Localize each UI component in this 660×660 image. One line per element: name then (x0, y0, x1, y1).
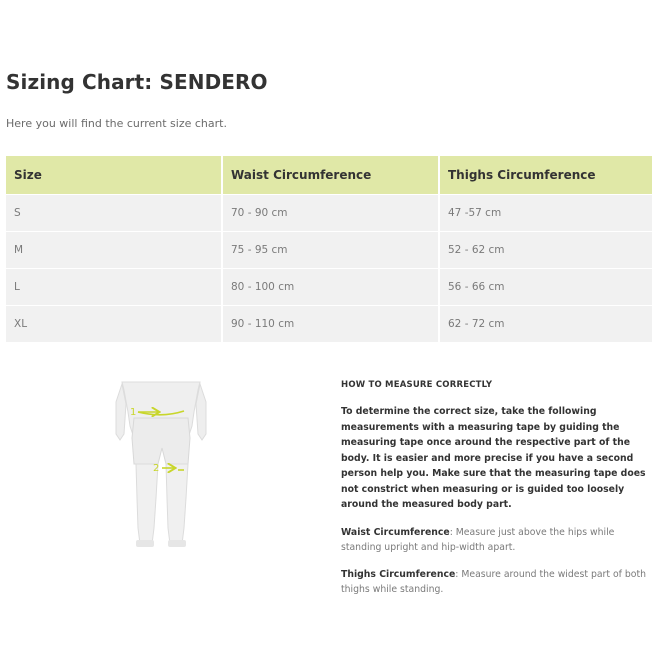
thighs-cell: 52 - 62 cm (439, 232, 652, 269)
size-chart-table (6, 156, 652, 342)
table-header-row (6, 156, 652, 195)
header-waist: Waist Circumference (222, 156, 439, 195)
header-thighs: Thighs Circumference (439, 156, 652, 195)
right-shoe-shape (168, 540, 186, 547)
how-to-instructions: To determine the correct size, take the following measurements with a measuring tape by guiding the measuring tape once around the respective part of the body. It is easier and more precise if you have a second person help you. Make sure that the measuring tape does not constrict when measuring or is guided too loosely around the measured body part. (341, 406, 646, 510)
thighs-term: Thighs Circumference (341, 568, 456, 580)
measurement-figure (110, 378, 220, 550)
intro-text: Here you will find the current size chart. (6, 117, 227, 130)
size-cell: S (6, 195, 222, 232)
waist-instruction (341, 525, 653, 555)
how-to-measure-section (341, 380, 653, 609)
size-cell: XL (6, 306, 222, 343)
thighs-text: : Measure around the widest part of both thighs while standing. (341, 568, 647, 595)
waist-text: : Measure just above the hips while standing upright and hip-width apart. (341, 526, 615, 553)
how-to-heading: HOW TO MEASURE CORRECTLY (341, 380, 493, 390)
thighs-instruction (341, 567, 653, 597)
left-leg-shape (136, 464, 158, 544)
size-cell: M (6, 232, 222, 269)
waist-term: Waist Circumference (341, 526, 450, 538)
thighs-cell: 47 -57 cm (439, 195, 652, 232)
waist-cell: 75 - 95 cm (222, 232, 439, 269)
table-row (6, 269, 652, 306)
thighs-cell: 62 - 72 cm (439, 306, 652, 343)
table-row (6, 195, 652, 232)
table-row (6, 232, 652, 269)
table-row (6, 306, 652, 343)
size-cell: L (6, 269, 222, 306)
thighs-cell: 56 - 66 cm (439, 269, 652, 306)
left-shoe-shape (136, 540, 154, 547)
waist-cell: 90 - 110 cm (222, 306, 439, 343)
waist-cell: 80 - 100 cm (222, 269, 439, 306)
page-title: Sizing Chart: SENDERO (6, 70, 268, 94)
waist-cell: 70 - 90 cm (222, 195, 439, 232)
right-leg-shape (166, 464, 188, 544)
marker-2-label: 2 (153, 463, 160, 474)
header-size: Size (6, 156, 222, 195)
shorts-shape (132, 418, 190, 464)
body-silhouette-illustration (110, 378, 220, 550)
marker-1-label: 1 (130, 407, 137, 418)
